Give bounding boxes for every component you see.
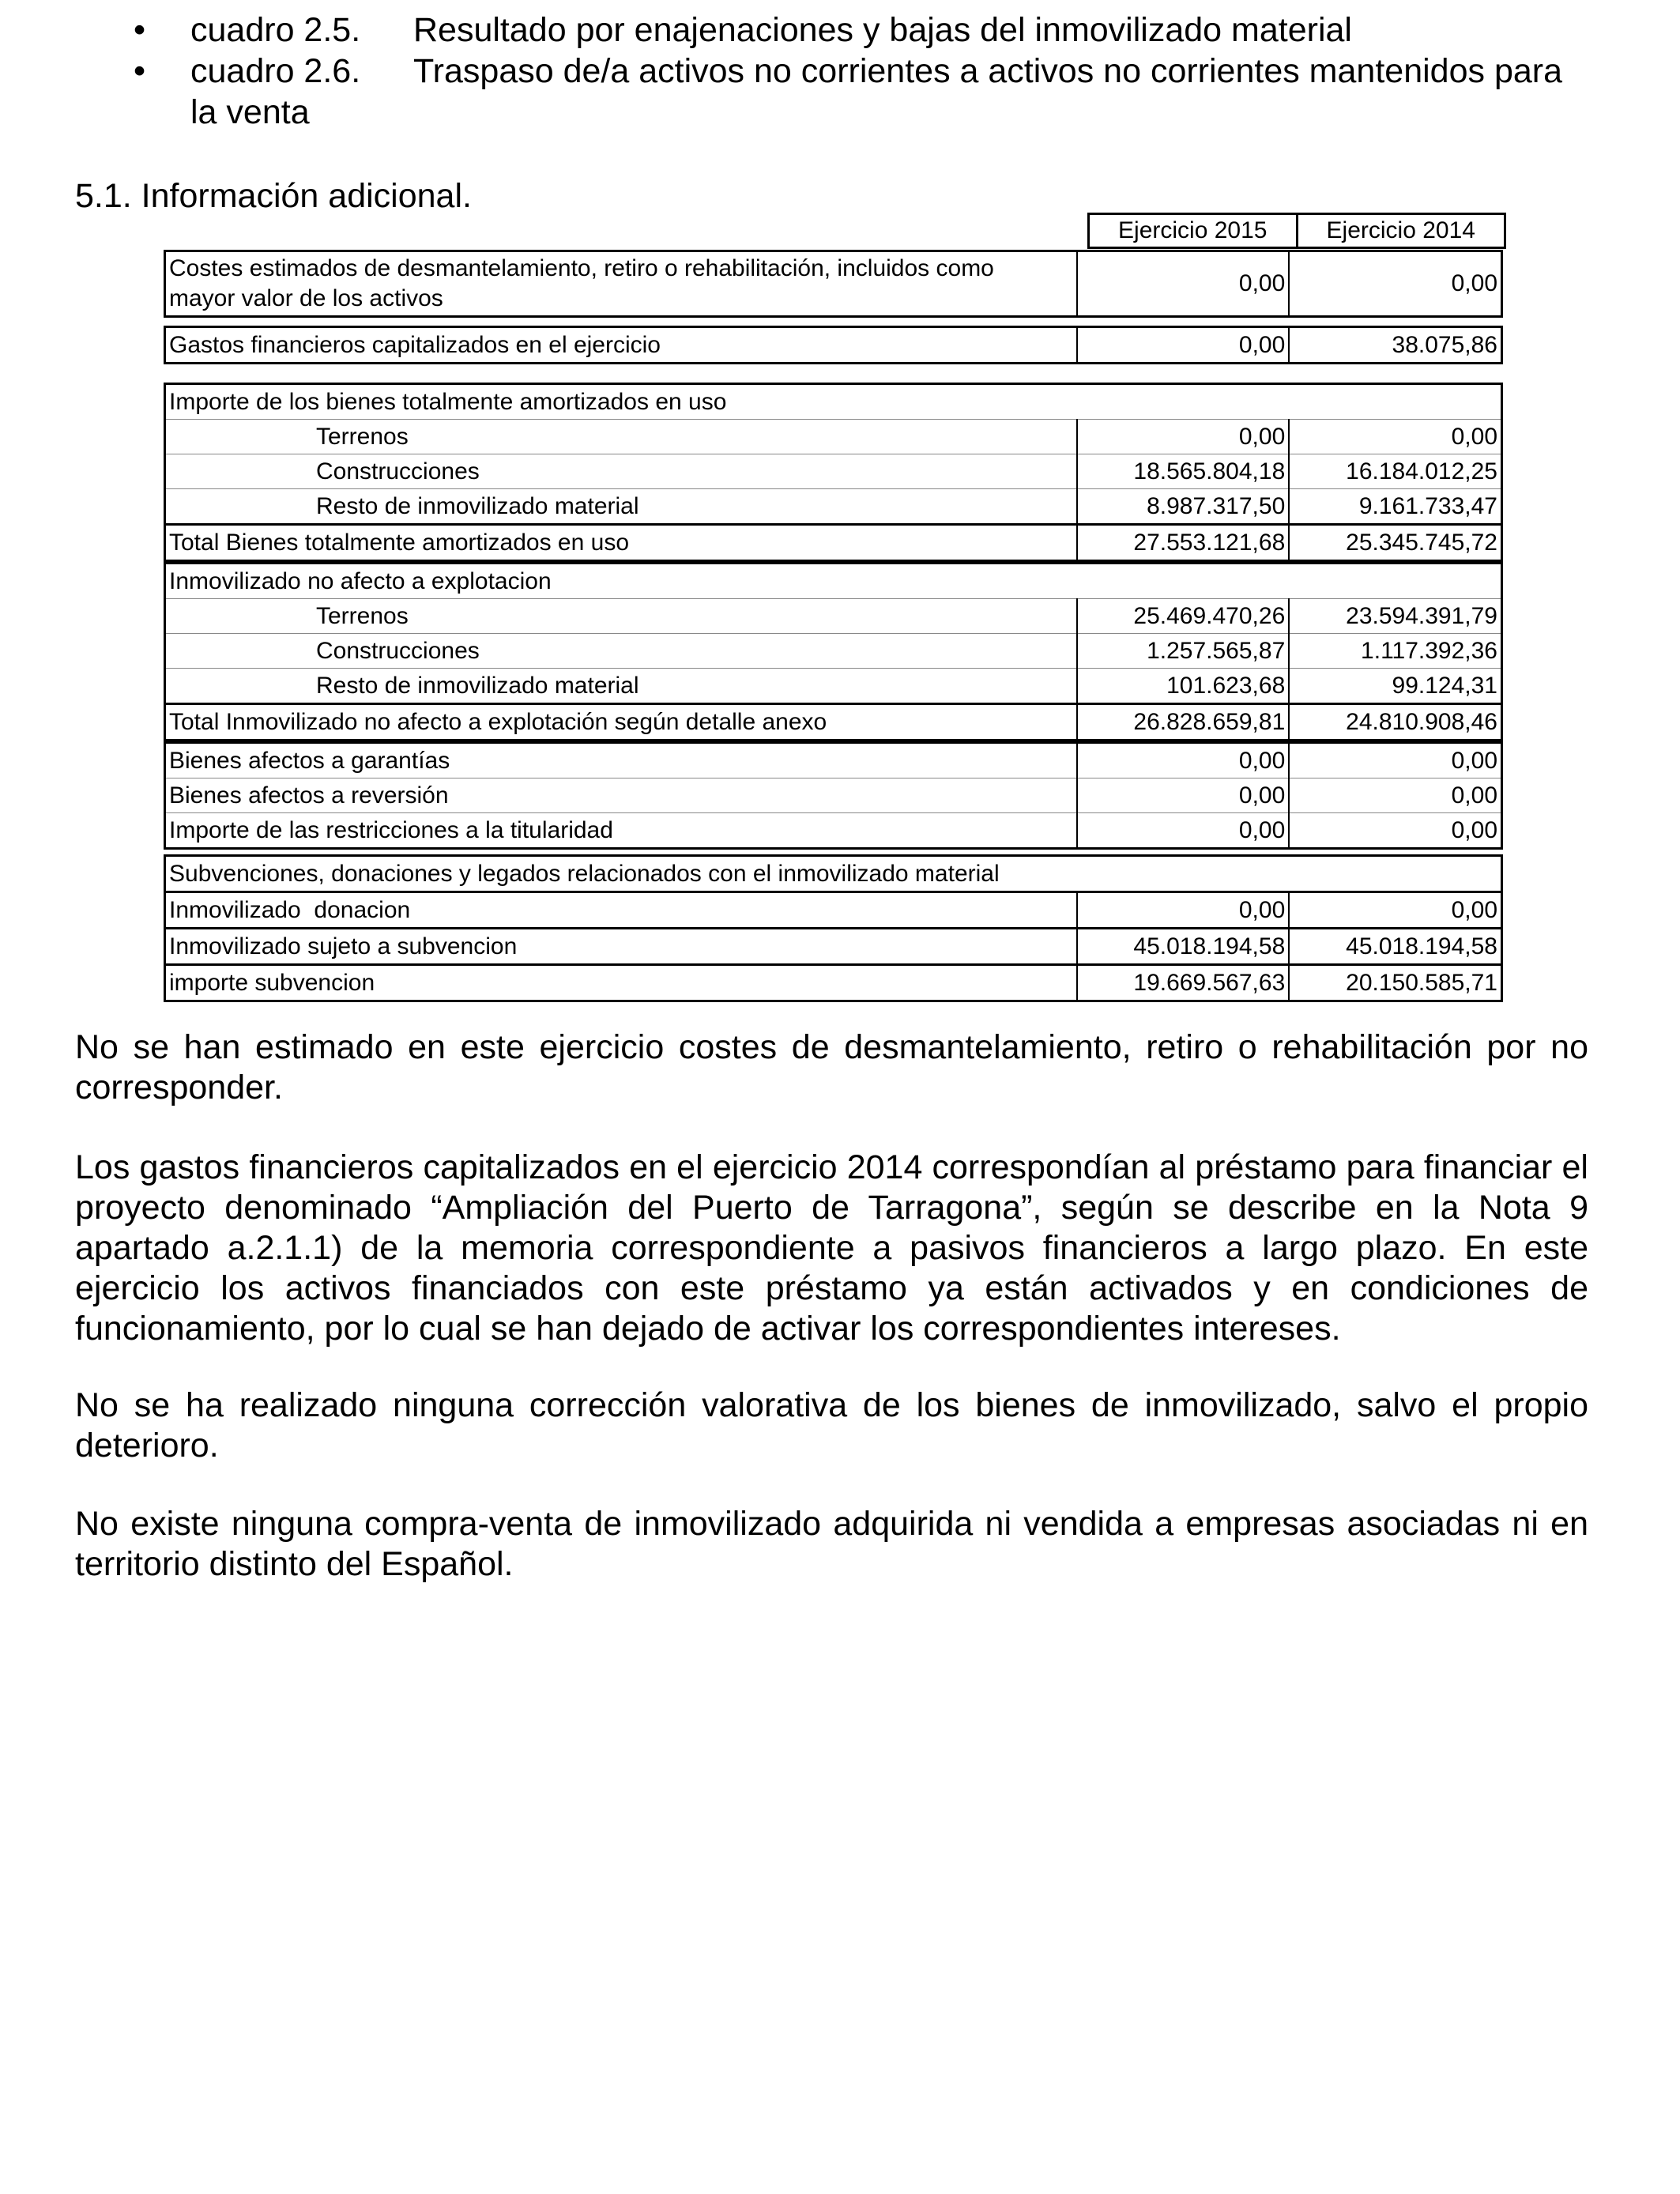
section-title: 5.1. Información adicional. [75,177,472,215]
row-label: Resto de inmovilizado material [165,669,1078,704]
row-label: Inmovilizado sujeto a subvencion [165,929,1078,965]
table-heading-row [165,856,1502,892]
row-label: Terrenos [165,420,1078,454]
table-inmovilizado-no-afecto [164,562,1503,741]
table-row [165,599,1502,634]
table-row [165,778,1502,813]
row-label: Resto de inmovilizado material [165,489,1078,525]
row-label: Importe de las restricciones a la titularidad [165,813,1078,849]
paragraph: No existe ninguna compra-venta de inmovilizado adquirida ni vendida a empresas asociadas ni en territorio distinto del Español. [75,1505,1588,1583]
table-desmantelamiento [164,250,1503,318]
total-2014: 24.810.908,46 [1289,704,1501,741]
total-2014: 25.345.745,72 [1289,525,1501,561]
table-heading: Subvenciones, donaciones y legados relacionados con el inmovilizado material [169,860,1000,887]
value-2014: 0,00 [1289,743,1501,778]
table-row [165,634,1502,669]
table-row [165,669,1502,704]
row-label-line: mayor valor de los activos [169,285,443,311]
bullet-symbol: • [134,11,146,49]
value-2015: 25.469.470,26 [1077,599,1289,634]
value-2015: 1.257.565,87 [1077,634,1289,669]
row-label: Construcciones [165,454,1078,489]
row-label: Construcciones [165,634,1078,669]
value-2014: 1.117.392,36 [1289,634,1501,669]
table-row [165,892,1502,929]
value-2014: 0,00 [1289,778,1501,813]
value-2014: 38.075,86 [1289,327,1501,364]
column-headers [1087,213,1506,249]
row-label: importe subvencion [165,965,1078,1001]
row-label: Terrenos [165,599,1078,634]
table-row [165,965,1502,1001]
value-2015: 0,00 [1077,778,1289,813]
table-row [165,327,1502,364]
value-2015: 0,00 [1077,327,1289,364]
column-header-2014: Ejercicio 2014 [1297,214,1505,248]
value-2015: 0,00 [1077,420,1289,454]
total-2015: 26.828.659,81 [1077,704,1289,741]
bullet-text: Traspaso de/a activos no corrientes a activos no corrientes mantenidos para [413,52,1563,90]
value-2015: 8.987.317,50 [1077,489,1289,525]
value-2014: 0,00 [1289,892,1501,929]
bullet-text: Resultado por enajenaciones y bajas del inmovilizado material [413,11,1352,49]
value-2014: 99.124,31 [1289,669,1501,704]
table-row [165,929,1502,965]
row-label: Inmovilizado donacion [165,892,1078,929]
table-row [165,489,1502,525]
row-label: Gastos financieros capitalizados en el ejercicio [169,331,661,358]
value-2014: 0,00 [1289,420,1501,454]
total-label: Total Bienes totalmente amortizados en uso [165,525,1078,561]
value-2015: 0,00 [1077,813,1289,849]
total-2015: 27.553.121,68 [1077,525,1289,561]
row-label-line: Costes estimados de desmantelamiento, retiro o rehabilitación, incluidos como [169,255,994,281]
value-2015: 19.669.567,63 [1077,965,1289,1001]
table-subvenciones [164,854,1503,1002]
value-2014: 20.150.585,71 [1289,965,1501,1001]
value-2014: 9.161.733,47 [1289,489,1501,525]
value-2014: 16.184.012,25 [1289,454,1501,489]
bullet-continuation: la venta [190,93,310,131]
table-row [165,454,1502,489]
table-row [165,420,1502,454]
table-bienes-afectos [164,741,1503,850]
value-2014: 0,00 [1289,813,1501,849]
table-heading: Inmovilizado no afecto a explotacion [169,567,552,594]
value-2015: 0,00 [1077,892,1289,929]
table-heading: Importe de los bienes totalmente amortizados en uso [169,388,727,415]
bullet-code: cuadro 2.6. [190,52,361,90]
paragraph: No se ha realizado ninguna corrección valorativa de los bienes de inmovilizado, salvo el propio deterioro. [75,1386,1588,1465]
value-2015: 0,00 [1077,743,1289,778]
value-2015: 45.018.194,58 [1077,929,1289,965]
paragraph: No se han estimado en este ejercicio costes de desmantelamiento, retiro o rehabilitación por no corresponder. [75,1028,1588,1106]
bullet-code: cuadro 2.5. [190,11,361,49]
value-2014: 23.594.391,79 [1289,599,1501,634]
table-row [165,251,1502,317]
value-2015: 101.623,68 [1077,669,1289,704]
total-label: Total Inmovilizado no afecto a explotación según detalle anexo [165,704,1078,741]
table-gastos-financieros [164,326,1503,364]
bullet-symbol: • [134,52,146,90]
bullet-item [75,9,1608,51]
table-total-row [165,704,1502,741]
paragraph: Los gastos financieros capitalizados en el ejercicio 2014 correspondían al préstamo para financiar el proyecto denominado “Ampliación del Puerto de Tarragona”, según se describe en la Nota 9 apartado a.2.1.1) de la memoria correspondiente a pasivos financieros a largo plazo. En este ejercicio los activos financiados con este préstamo ya están activados y en condiciones de funcionamiento, por lo cual se han dejado de activar los correspondientes intereses. [75,1148,1588,1348]
column-header-2015: Ejercicio 2015 [1089,214,1298,248]
table-bienes-amortizados [164,383,1503,562]
bullet-list [75,9,1608,133]
row-label: Bienes afectos a garantías [169,747,450,774]
table-row [165,813,1502,849]
row-label [165,251,1078,317]
table-heading-row [165,384,1502,420]
value-2014: 45.018.194,58 [1289,929,1501,965]
value-2014: 0,00 [1289,251,1501,317]
table-total-row [165,525,1502,561]
row-label: Bienes afectos a reversión [165,778,1078,813]
bullet-item [75,51,1608,92]
value-2015: 18.565.804,18 [1077,454,1289,489]
table-heading-row [165,564,1502,599]
value-2015: 0,00 [1077,251,1289,317]
table-row [165,743,1502,778]
